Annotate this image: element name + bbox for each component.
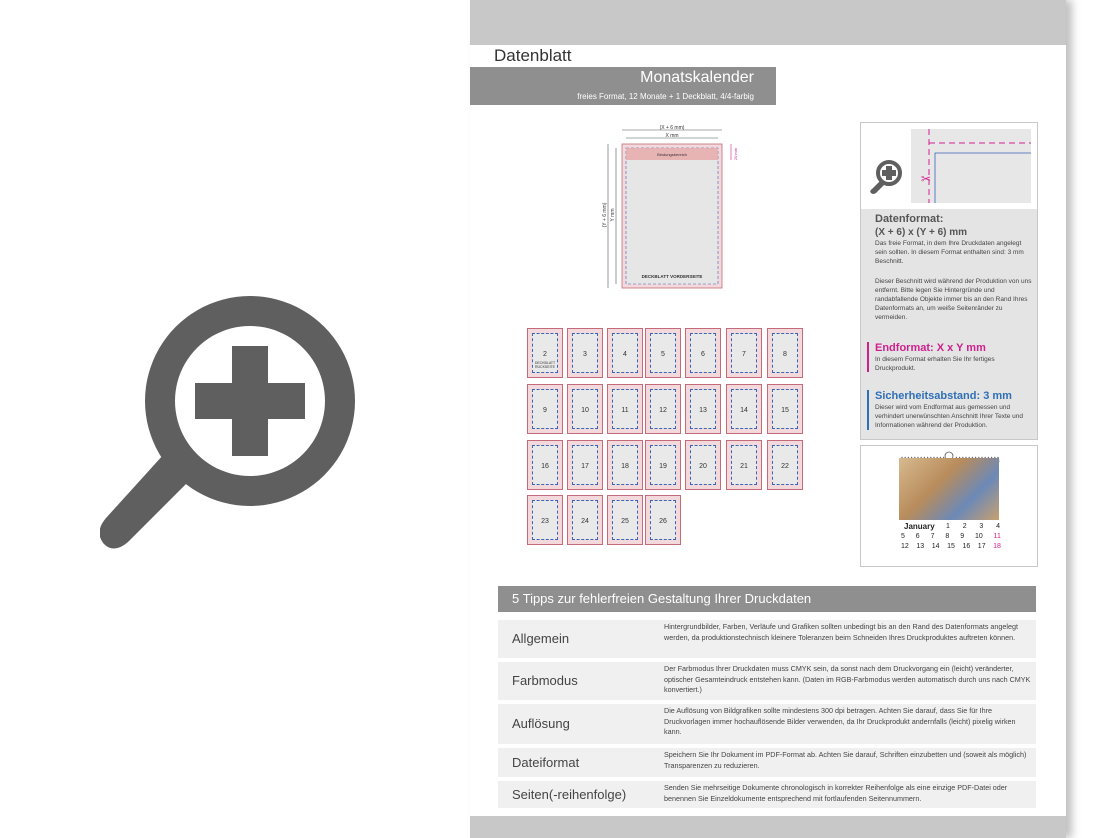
- calendar-row: [901, 533, 1001, 540]
- month-page-number: 23: [541, 518, 549, 525]
- tip-label: Seiten(-reihenfolge): [512, 786, 627, 802]
- page-header-band: [470, 0, 1066, 45]
- tip-row: [498, 704, 1036, 744]
- month-page-number: 18: [621, 463, 629, 470]
- title-bar: [470, 67, 776, 105]
- family-photo: [899, 458, 999, 520]
- tip-row: [498, 662, 1036, 700]
- calendar-day: 3: [979, 523, 984, 530]
- height-outer-label: (Y + 6 mm): [602, 202, 608, 228]
- month-page: [645, 495, 681, 545]
- endformat-marker: [867, 342, 869, 372]
- calendar-day: 11: [993, 533, 1001, 540]
- month-page-number: 10: [581, 407, 589, 414]
- page-subtitle: freies Format, 12 Monate + 1 Deckblatt, 4/4-farbig: [577, 92, 754, 101]
- calendar-day: 7: [930, 533, 935, 540]
- tip-label: Farbmodus: [512, 673, 578, 688]
- sample-month: January: [904, 522, 935, 531]
- datasheet-page: [470, 0, 1066, 838]
- month-page-number: 19: [659, 463, 667, 470]
- month-page: [607, 495, 643, 545]
- month-page-number: 26: [659, 518, 667, 525]
- calendar-day: 13: [916, 543, 925, 550]
- month-page: [726, 328, 762, 378]
- tip-text: Speichern Sie Ihr Dokument im PDF-Format ab. Achten Sie darauf, Schriften einzubetten und (soweit als möglich) Transparenzen zu reduzieren.: [664, 750, 1027, 770]
- month-page: [726, 440, 762, 490]
- trim-detail-graphic: [861, 123, 1037, 209]
- month-page: [685, 328, 721, 378]
- sicherheit-marker: [867, 390, 869, 430]
- tip-label: Dateiformat: [512, 754, 580, 770]
- tip-text: Die Auflösung von Bildgrafiken sollte mindestens 300 dpi betragen. Achten Sie darauf, dass Sie für Ihre Druckvorlagen immer hochauflösende Bilder verwenden, da Ihr Druckprodukt andernfalls (leicht) pixelig wirken kann.: [664, 706, 1016, 736]
- tip-row: [498, 748, 1036, 777]
- tip-row: [498, 620, 1036, 658]
- month-page: [767, 328, 803, 378]
- format-info-body: [861, 209, 1037, 439]
- month-page: [645, 384, 681, 434]
- sicherheit-title: Sicherheitsabstand: 3 mm: [875, 390, 1012, 402]
- datenformat-formula: (X + 6) x (Y + 6) mm: [875, 227, 968, 238]
- month-page: [685, 440, 721, 490]
- calendar-day: 10: [974, 533, 983, 540]
- tip-label: Allgemein: [512, 631, 570, 646]
- month-page-number: 17: [581, 463, 589, 470]
- month-page: [527, 328, 563, 378]
- calendar-day: 5: [901, 533, 905, 540]
- month-page: [567, 328, 603, 378]
- month-page-number: 21: [740, 463, 748, 470]
- calendar-day: 2: [962, 523, 967, 530]
- month-page: [767, 384, 803, 434]
- month-page: [685, 384, 721, 434]
- month-page: [567, 384, 603, 434]
- tip-text: Der Farbmodus Ihrer Druckdaten muss CMYK sein, da sonst nach dem Druckvorgang ein (leicht) veränderter, optischer Gesamteindruck entstehen kann. (Daten im RGB-Farbmodus werden automatisch durch uns nach CMYK konvertiert.): [664, 664, 1031, 694]
- month-page-sub: DECKBLATT RÜCKSEITE: [534, 361, 556, 369]
- calendar-row: [901, 543, 1001, 550]
- sicherheit-text: Dieser wird vom Endformat aus gemessen und verhindert unerwünschten Anschnitt Ihrer Texte und Informationen während der Produktion.: [875, 404, 1024, 429]
- tip-row: [498, 781, 1036, 808]
- tip-text: Hintergrundbilder, Farben, Verläufe und Grafiken sollten unbedingt bis an den Rand des Datenformats angelegt werden, da produktionstechnisch kleinere Toleranzen beim Schneiden Ihres Druckproduktes auftreten können.: [664, 622, 1019, 642]
- month-page: [607, 440, 643, 490]
- month-page: [607, 384, 643, 434]
- calendar-day: 17: [977, 543, 986, 550]
- month-page: [607, 328, 643, 378]
- width-outer-label: (X + 6 mm): [659, 125, 685, 131]
- datenformat-text2: Dieser Beschnitt wird während der Produktion von uns entfernt. Bitte legen Sie Hintergründe und randabfallende Objekte immer bis an den Rand Ihres Datenformats an, um weiße Seitenränder zu vermeiden.: [875, 278, 1032, 321]
- month-page: [567, 440, 603, 490]
- month-page: [726, 384, 762, 434]
- month-page: [645, 440, 681, 490]
- month-page-number: 24: [581, 518, 589, 525]
- calendar-day: 9: [960, 533, 965, 540]
- sample-calendar-image: [860, 445, 1038, 567]
- height-inner-label: Y mm: [610, 208, 616, 222]
- month-page-number: 12: [659, 407, 667, 414]
- month-page-number: 7: [742, 351, 746, 358]
- binding-strip-text: Bindungsbereich: [657, 152, 687, 157]
- endformat-text: In diesem Format erhalten Sie Ihr fertiges Druckprodukt.: [875, 356, 995, 372]
- calendar-day: 6: [915, 533, 920, 540]
- month-page-number: 4: [623, 351, 627, 358]
- month-page-number: 20: [699, 463, 707, 470]
- month-page-number: 16: [541, 463, 549, 470]
- zoom-in-icon[interactable]: [100, 256, 360, 556]
- format-info-panel: [860, 122, 1038, 440]
- month-page: [527, 384, 563, 434]
- month-page-number: 13: [699, 407, 707, 414]
- cover-label: DECKBLATT VORDERSEITE: [641, 274, 703, 279]
- tip-text: Senden Sie mehrseitige Dokumente chronologisch in korrekter Reihenfolge als eine einzige PDF-Datei oder benennen Sie Einzeldokumente entsprechend mit fortlaufenden Seitennummern.: [664, 783, 1008, 803]
- datenformat-title: Datenformat:: [875, 213, 944, 225]
- month-page: [527, 495, 563, 545]
- calendar-row: [946, 523, 1000, 530]
- month-page: [767, 440, 803, 490]
- datenblatt-tab: Datenblatt: [470, 45, 590, 67]
- svg-text:✂: ✂: [921, 172, 932, 186]
- month-page-number: 2: [543, 351, 547, 358]
- calendar-day: 1: [946, 523, 950, 530]
- month-page-number: 25: [621, 518, 629, 525]
- calendar-day: 8: [945, 533, 950, 540]
- binding-height-label: 20 mm: [733, 147, 738, 161]
- datenformat-text1: Das freie Format, in dem Ihre Druckdaten angelegt sein sollten. In diesem Format enthalten sind: 3 mm Beschnitt.: [875, 240, 1024, 265]
- tip-label: Auflösung: [512, 716, 570, 731]
- month-page-number: 9: [543, 407, 547, 414]
- month-page-number: 3: [583, 351, 587, 358]
- month-page: [645, 328, 681, 378]
- calendar-day: 12: [901, 543, 909, 550]
- month-page-number: 6: [701, 351, 705, 358]
- month-page-number: 8: [783, 351, 787, 358]
- month-page: [567, 495, 603, 545]
- month-page-number: 5: [661, 351, 665, 358]
- month-page-number: 14: [740, 407, 748, 414]
- calendar-day: 16: [962, 543, 971, 550]
- width-inner-label: X mm: [665, 133, 679, 139]
- calendar-day: 15: [947, 543, 955, 550]
- month-page-number: 11: [621, 407, 629, 414]
- calendar-day: 14: [931, 543, 940, 550]
- calendar-day: 18: [993, 543, 1001, 550]
- endformat-title: Endformat: X x Y mm: [875, 342, 986, 354]
- tips-header: 5 Tipps zur fehlerfreien Gestaltung Ihrer Druckdaten: [498, 586, 1036, 612]
- calendar-day: 4: [996, 523, 1000, 530]
- month-page-number: 15: [781, 407, 789, 414]
- page-footer-band: [470, 816, 1066, 838]
- month-page: [527, 440, 563, 490]
- page-title: Monatskalender: [640, 69, 754, 86]
- zoom-small-icon: [870, 162, 900, 194]
- cover-diagram: [600, 120, 750, 295]
- month-page-number: 22: [781, 463, 789, 470]
- zoom-detail: [861, 123, 1037, 209]
